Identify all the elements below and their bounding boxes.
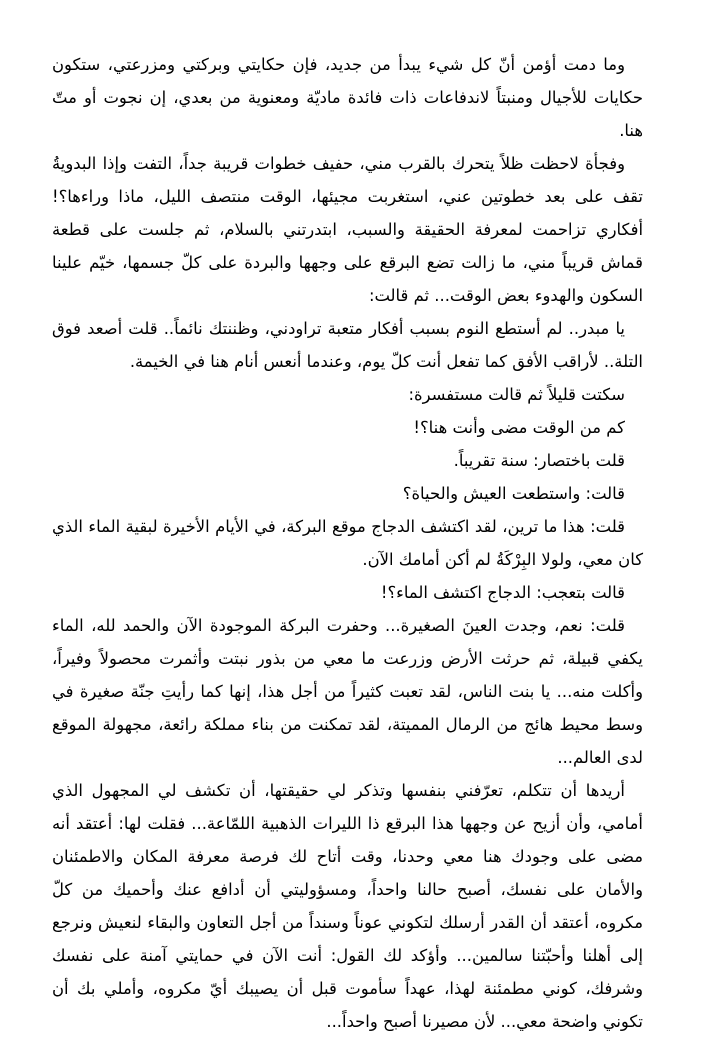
- paragraph-6: قلت باختصار: سنة تقريباً.: [453, 451, 625, 470]
- paragraph-11: أريدها أن تتكلم، تعرّفني بنفسها وتذكر لي حقيقتها، أن تكشف لي المجهول الذي أمامي، وأن أزيح عن وجهها هذا البرقع ذا الليرات الذهبية اللمّاعة... فقلت لها: أعتقد أنه مضى على وجودك هنا معي وحدنا، وقت أتاح لك فرصة معرفة المكان والاطمئنان والأمان على نفسك، أصبح حالنا واحداً، ومسؤوليتي أن أدافع عنك وأحميك من كلّ مكروه، أعتقد أن القدر أرسلك لتكوني عوناً وسنداً من أجل التعاون والبقاء لنعيش ونرجع إلى أهلنا وأحبّتنا سالمين... وأؤكد لك القول: أنت الآن في حمايتي آمنة على نفسك وشرفك، كوني مطمئنة لهذا، عهداً سأموت قبل أن يصيبك أيّ مكروه، وأملي بك أن تكوني واضحة معي... لأن مصيرنا أصبح واحداً...: [52, 781, 643, 1031]
- paragraph-1: وما دمت أؤمن أنّ كل شيء يبدأ من جديد، فإن حكايتي وبركتي ومزرعتي، ستكون حكايات للأجيال ومنبتاً لاندفاعات ذات فائدة ماديّة ومعنوية من بعدي، إن نجوت أو متّ هنا.: [52, 55, 643, 140]
- paragraph-3: يا مبدر.. لم أستطع النوم بسبب أفكار متعبة تراودني، وظننتك نائماً.. قلت أصعد فوق التلة.. لأراقب الأفق كما تفعل أنت كلّ يوم، وعندما أنعس أنام هنا في الخيمة.: [52, 319, 643, 371]
- paragraph-9: قالت بتعجب: الدجاج اكتشف الماء؟!: [380, 583, 625, 602]
- paragraph-10: قلت: نعم، وجدت العينَ الصغيرة... وحفرت البركة الموجودة الآن والحمد لله، الماء يكفي قبيلة، ثم حرثت الأرض وزرعت ما معي من بذور نبتت وأثمرت محصولاً وفيراً، وأكلت منه... يا بنت الناس، لقد تعبت كثيراً من أجل هذا، إنها كما رأيتِ جنّة صغيرة في وسط محيط هائج من الرمال المميتة، لقد تمكنت من بناء مملكة رائعة، مجهولة الموقع لدى العالم...: [52, 616, 643, 767]
- paragraph-7: قالت: واستطعت العيش والحياة؟: [402, 484, 625, 503]
- paragraph-2: وفجأة لاحظت ظلاً يتحرك بالقرب مني، حفيف خطوات قريبة جداً، التفت وإذا البدويةُ تقف على بعد خطوتين عني، استغربت مجيئها، الوقت منتصف الليل، ماذا وراءها؟! أفكاري تزاحمت لمعرفة الحقيقة والسبب، ابتدرتني بالسلام، ثم جلست على قطعة قماش قريباً مني، ما زالت تضع البرقع على وجهها والبردة على كلّ جسمها، خيّم علينا السكون والهدوء بعض الوقت... ثم قالت:: [52, 154, 643, 305]
- paragraph-8: قلت: هذا ما ترين، لقد اكتشف الدجاج موقع البركة، في الأيام الأخيرة لبقية الماء الذي كان معي، ولولا البِرْكَةُ لم أكن أمامك الآن.: [52, 517, 643, 569]
- paragraph-5: كم من الوقت مضى وأنت هنا؟!: [413, 418, 625, 437]
- paragraph-4: سكتت قليلاً ثم قالت مستفسرة:: [408, 385, 625, 404]
